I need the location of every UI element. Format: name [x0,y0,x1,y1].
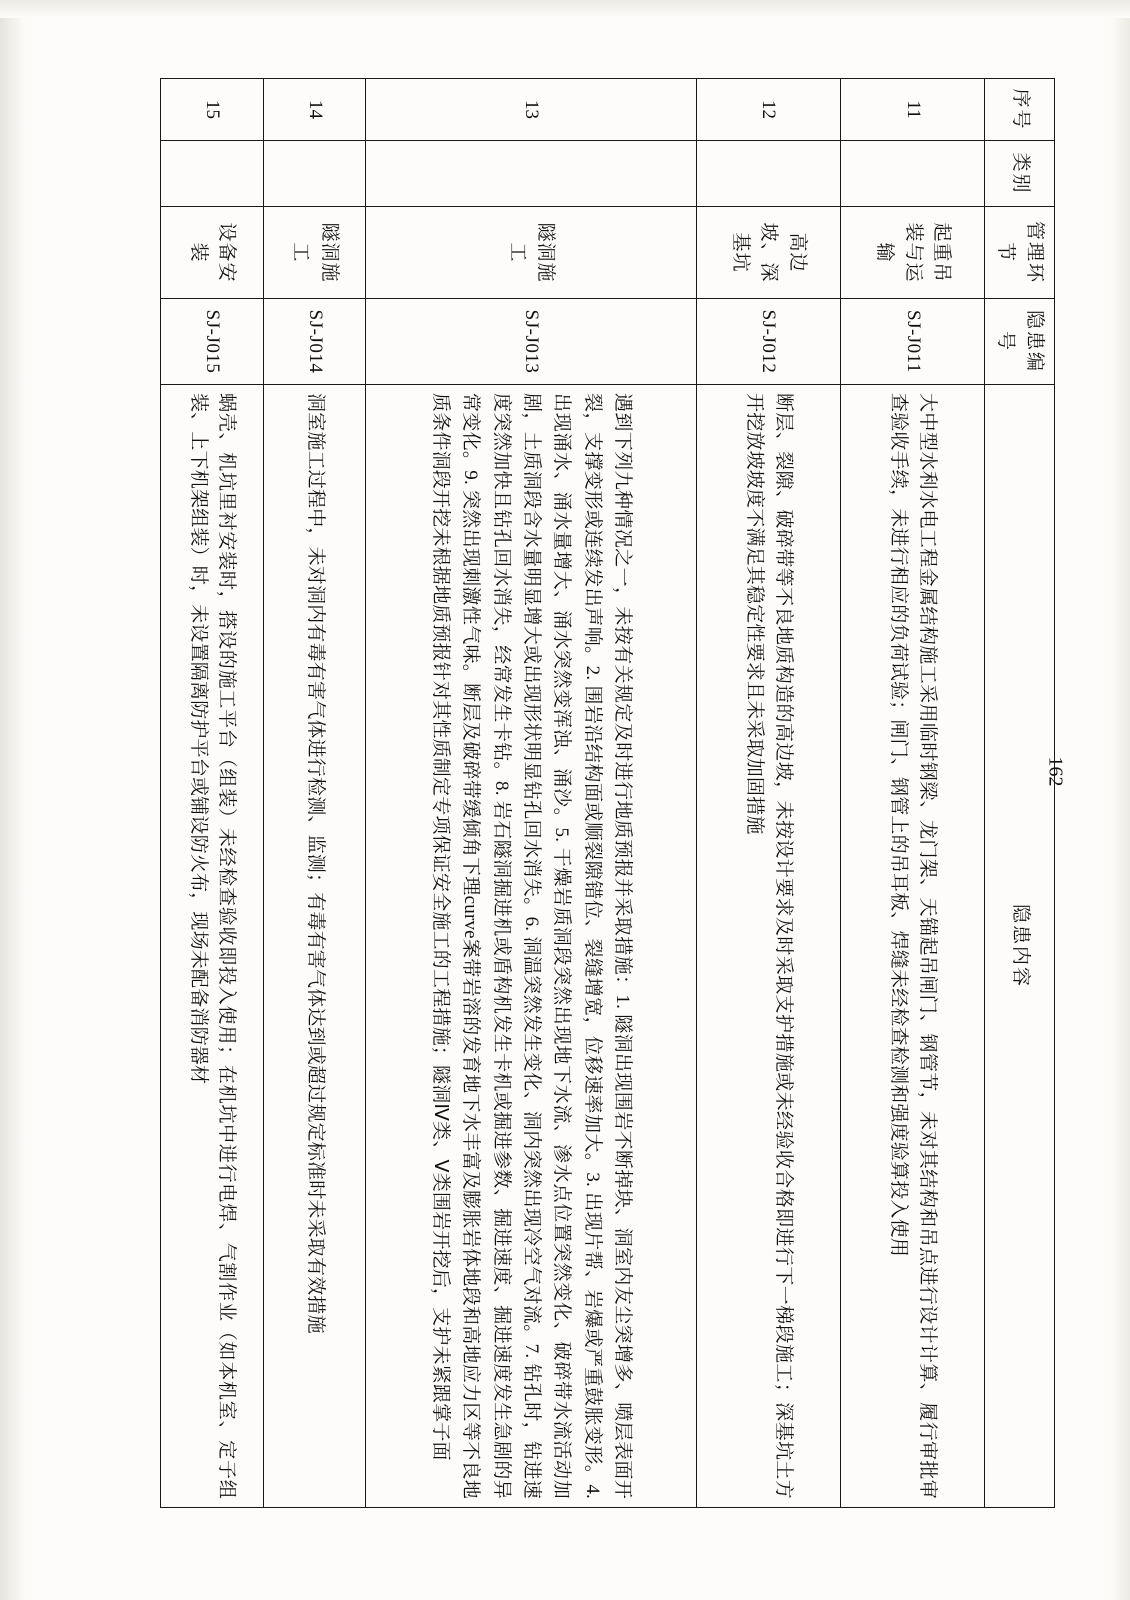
cell-seq: 15 [161,79,264,141]
cell-code: SJ-J015 [161,299,264,385]
scan-edge-left [0,0,26,1600]
cell-category [263,141,365,207]
cell-category [840,141,984,207]
cell-seq: 11 [840,79,984,141]
cell-code: SJ-J011 [840,299,984,385]
table-header [985,79,1055,1508]
table-row [263,79,365,1508]
scan-edge-top [0,0,1130,18]
cell-category [366,141,697,207]
table-row [161,79,264,1508]
cell-category [161,141,264,207]
cell-stage: 隧洞施工 [366,207,697,299]
page-number: 162 [1044,756,1067,787]
table-row [366,79,697,1508]
cell-stage: 设备安装 [161,207,264,299]
table-body [161,79,985,1508]
hazard-table [160,78,1055,1508]
cell-category [696,141,840,207]
cell-content: 大中型水利水电工程金属结构施工采用临时钢梁、龙门架、天锚起吊闸门、钢管节，未对其结构和吊点进行设计计算、履行审批审查验收手续，未进行相应的负荷试验；闸门、钢管上的吊耳板、焊缝未经检查检测和强度验算投入使用 [840,385,984,1508]
cell-code: SJ-J013 [366,299,697,385]
column-header-code: 隐患编号 [985,299,1055,385]
column-header-category: 类别 [985,141,1055,207]
cell-seq: 13 [366,79,697,141]
cell-stage: 隧洞施工 [263,207,365,299]
cell-content: 蜗壳、机坑里衬安装时，搭设的施工平台（组装）未经检查验收即投入使用；在机坑中进行电焊、气割作业（如本机室、定子组装、上下机架组装）时，未设置隔离防护平台或铺设防火布，现场未配备消防器材 [161,385,264,1508]
column-header-seq: 序号 [985,79,1055,141]
column-header-stage: 管理环节 [985,207,1055,299]
table-header-row [985,79,1055,1508]
cell-stage: 高边坡、深基坑 [696,207,840,299]
table-row [840,79,984,1508]
cell-code: SJ-J014 [263,299,365,385]
cell-seq: 14 [263,79,365,141]
cell-seq: 12 [696,79,840,141]
cell-content: 洞室施工过程中，未对洞内有毒有害气体进行检测、监测；有毒有害气体达到或超过规定标准时未采取有效措施 [263,385,365,1508]
scan-edge-right [1110,0,1130,1600]
rotated-table-wrapper [160,78,1055,1508]
cell-stage: 起重吊装与运输 [840,207,984,299]
cell-content: 遇到下列九种情况之一，未按有关规定及时进行地质预报并采取措施：1. 隧洞出现围岩不断掉块、洞室内友尘突增多、喷层表面开裂，支撑变形或连续发出声响。2. 围岩沿结构面或顺裂隙错位、裂缝增宽，位移速率加大。3. 出现片帮、岩爆或严重鼓胀变形。4. 出现涌水、涌水量增大、涌水突然变浑浊、涌沙。5. 干燥岩质洞段突然出现地下水流、渗水点位置突然变化、破碎带水流活动加剧，土质洞段含水量明显增大或出现形状明显钻孔回水消失。6. 洞温突然发生变化、洞内突然出现冷空气对流。7. 钻孔时，钻进速度突然加快且钻孔回水消失，经常发生卡钻。8. 岩石隧洞掘进机或盾构机发生卡机或掘进参数、掘进速度、掘进速度发生急剧的异常变化。9. 突然出现刺激性气味。断层及破碎带缓倾角下理curve案带岩溶的发育地下水丰富及膨胀岩体地段和高地应力区等不良地质条件洞段开挖未根据地质预报针对其性质制定专项保证安全施工的工程措施；隧洞Ⅳ类、Ⅴ类围岩开挖后，支护未紧跟掌子面 [366,385,697,1508]
table-row [696,79,840,1508]
cell-code: SJ-J012 [696,299,840,385]
cell-content: 断层、裂隙、破碎带等不良地质构造的高边坡，未按设计要求及时采取支护措施或未经验收合格即进行下一梯段施工；深基坑土方开挖放坡坡度不满足其稳定性要求且未采取加固措施 [696,385,840,1508]
column-header-content: 隐患内容 [985,385,1055,1508]
